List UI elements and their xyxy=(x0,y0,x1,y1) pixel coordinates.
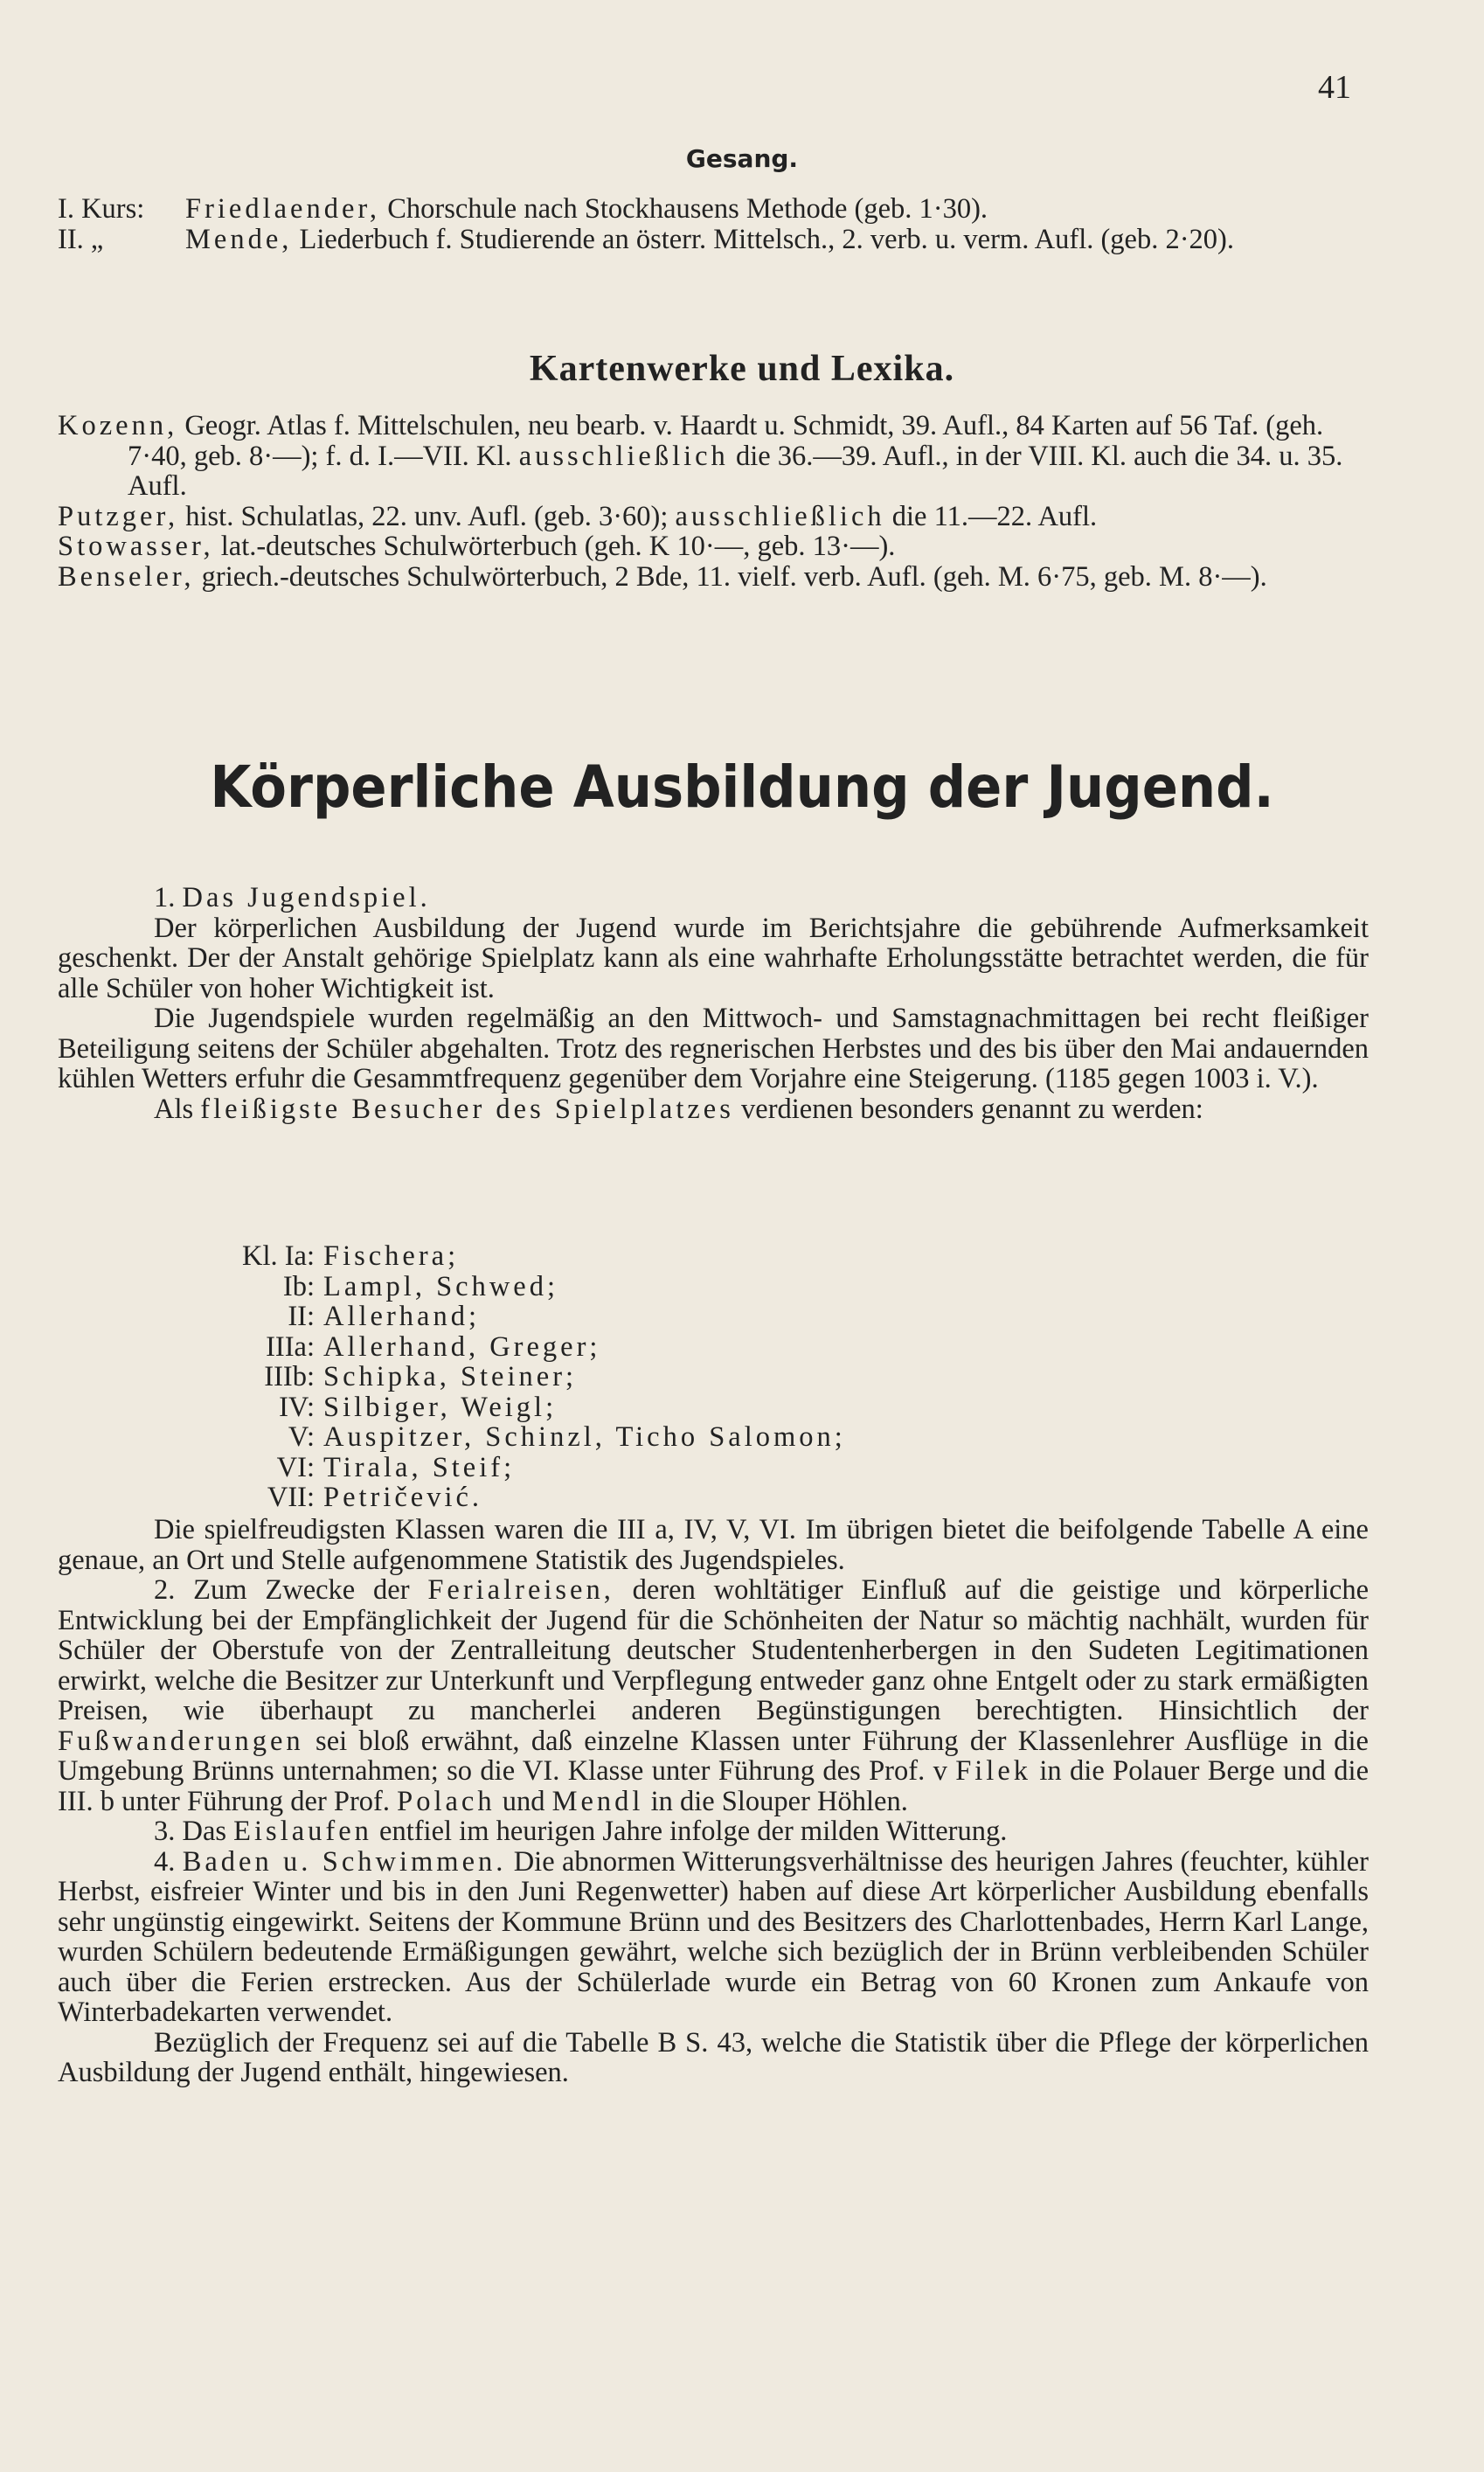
list-item: II. „ Mende, Liederbuch f. Studierende an österr. Mittelsch., 2. verb. u. verm. Aufl. (geb. 2·20). xyxy=(58,223,1235,255)
list-item: Kl. Ia: Fischera; xyxy=(241,1240,460,1272)
author-name: Benseler, xyxy=(58,560,195,593)
paragraph: Der körperlichen Ausbildung der Jugend wurde im Berichtsjahre die gebührende Aufmerksamkeit geschenkt. Der der Anstalt gehörige Spielplatz kann als eine wahrhafte Erholungsstätte betrachtet werden, die für alle Schüler von hoher Wichtigkeit ist. xyxy=(58,912,1369,1004)
klassen-list xyxy=(175,1241,1224,1513)
paragraph-baden: 4. Baden u. Schwimmen. Die abnormen Witterungsverhältnisse des heurigen Jahres (feuchter, kühler Herbst, eisfreier Winter und bis in den Juni Regenwetter) haben auf diese Art körperlicher Ausbildung ebenfalls sehr ungünstig eingewirkt. Seitens der Kommune Brünn und des Besitzers des Charlottenbades, Herrn Karl Lange, wurden Schülern bedeutende Ermäßigungen gewährt, welche sich bezüglich der in Brünn verbleibenden Schüler auch über die Ferien erstrecken. Aus der Schülerlade wurde ein Betrag von 60 Kronen zum Ankaufe von Winterbadekarten verwendet. xyxy=(58,1845,1369,2028)
kartenwerke-list xyxy=(58,411,1369,592)
list-item: Kozenn, Geogr. Atlas f. Mittelschulen, neu bearb. v. Haardt u. Schmidt, 39. Aufl., 84 Karten auf 56 Taf. (geh. 7·40, geb. 8·—); f. d. I.—VII. Kl. ausschließlich die 36.—39. Aufl., in der VIII. Kl. auch die 34. u. 35. Aufl. xyxy=(58,410,1343,502)
author-name: Stowasser, xyxy=(58,531,214,562)
list-item: Stowasser, lat.-deutsches Schulwörterbuch (geh. K 10·—, geb. 13·—). xyxy=(58,531,896,562)
list-item: Putzger, hist. Schulatlas, 22. unv. Aufl. (geb. 3·60); ausschließlich die 11.—22. Aufl. xyxy=(58,500,1098,532)
author-name: Mende, xyxy=(185,223,293,255)
list-item: IIIa: Allerhand, Greger; xyxy=(266,1330,601,1363)
list-item: IIIb: Schipka, Steiner; xyxy=(264,1361,578,1392)
paragraph: Die spielfreudigsten Klassen waren die III a, IV, V, VI. Im übrigen bietet die beifolgende Tabelle A eine genaue, an Ort und Stelle aufgenommene Statistik des Jugendspieles. xyxy=(58,1514,1369,1576)
list-item: IV: Silbiger, Weigl; xyxy=(279,1391,558,1423)
list-item: Benseler, griech.-deutsches Schulwörterbuch, 2 Bde, 11. vielf. verb. Aufl. (geh. M. 6·75, geb. M. 8·—). xyxy=(58,560,1267,593)
list-item: VII: Petričević. xyxy=(267,1482,483,1513)
subsection-title: 1. Das Jugendspiel. xyxy=(154,882,431,913)
author-name: Friedlaender, xyxy=(185,193,381,225)
page-title: Körperliche Ausbildung der Jugend. xyxy=(210,753,1274,821)
list-item: I. Kurs: Friedlaender, Chorschule nach Stockhausens Methode (geb. 1·30). xyxy=(58,193,988,225)
paragraph-eislaufen: 3. Das Eislaufen entfiel im heurigen Jahre infolge der milden Witterung. xyxy=(154,1816,1008,1847)
body-text xyxy=(58,883,1369,1124)
gesang-list xyxy=(58,194,1369,254)
author-name: Kozenn, xyxy=(58,410,178,441)
paragraph-ferialreisen: 2. Zum Zwecke der Ferialreisen, deren wohltätiger Einfluß auf die geistige und körperliche Entwicklung bei der Empfänglichkeit der Jugend für die Schönheiten der Natur so mächtig nachhält, wurden für Schüler der Oberstufe von der Zentralleitung deutscher Studentenherbergen in den Sudeten Legitimationen erwirkt, welche die Besitzer zur Unterkunft und Verpflegung entweder ganz ohne Entgelt oder zu stark ermäßigten Preisen, wie überhaupt zu mancherlei anderen Begünstigungen berechtigten. Hinsichtlich der Fußwanderungen sei bloß erwähnt, daß einzelne Klassen unter Führung der Klassenlehrer Ausflüge in die Umgebung Brünns unternahmen; so die VI. Klasse unter Führung des Prof. v Filek in die Polauer Berge und die III. b unter Führung der Prof. Polach und Mendl in die Slouper Höhlen. xyxy=(58,1574,1369,1817)
list-item: VI: Tirala, Steif; xyxy=(276,1451,516,1483)
paragraph: Als fleißigste Besucher des Spielplatzes verdienen besonders genannt zu werden: xyxy=(154,1093,1203,1125)
list-item: II: Allerhand; xyxy=(288,1301,480,1332)
section-heading-kartenwerke: Kartenwerke und Lexika. xyxy=(529,349,955,389)
paragraph: Die Jugendspiele wurden regelmäßig an den Mittwoch- und Samstagnachmittagen bei recht fleißiger Beteiligung seitens der Schüler abgehalten. Trotz des regnerischen Herbstes und des bis über den Mai andauernden kühlen Wetters erfuhr die Gesammtfrequenz gegenüber dem Vorjahre eine Steigerung. (1185 gegen 1003 i. V.). xyxy=(58,1003,1369,1094)
author-name: Putzger, xyxy=(58,500,179,532)
list-item: Ib: Lampl, Schwed; xyxy=(282,1270,559,1302)
list-item: V: Auspitzer, Schinzl, Ticho Salomon; xyxy=(288,1421,846,1453)
page-number: 41 xyxy=(1318,69,1351,106)
section-heading-gesang: Gesang. xyxy=(685,144,799,173)
paragraph-closing: Bezüglich der Frequenz sei auf die Tabelle B S. 43, welche die Statistik über die Pflege der körperlichen Ausbildung der Jugend enthält, hingewiesen. xyxy=(58,2026,1369,2088)
body-text-continued xyxy=(58,1515,1369,2088)
